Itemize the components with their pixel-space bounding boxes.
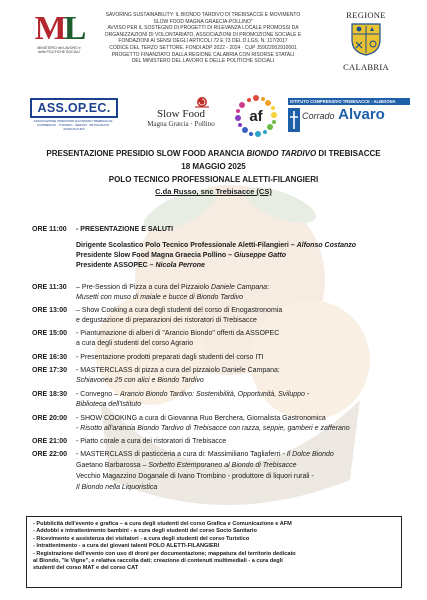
alvaro-school-label: ISTITUTO COMPRENSIVO TREBISACCE - ALBIDONA [288, 98, 410, 105]
event-title: PRESENTAZIONE PRESIDIO SLOW FOOD ARANCIA BIONDO TARDIVO DI TREBISACCE [46, 149, 381, 158]
program-desc: - PRESENTAZIONE E SALUTI [76, 226, 174, 233]
af-logo [234, 94, 278, 138]
credit-line: al Biondo, "le Vigne", e relativa raccolta dati; creazione di contenuti multimediali - a cura degli [33, 558, 283, 565]
disclaimer-line: DEL MINISTERO DEL LAVORO E DELLE POLITICHE SOCIALI [131, 58, 275, 65]
program-desc: - Convegno – Arancio Biondo Tardivo: Sostenibilità, Opportunità, Sviluppo - [76, 391, 310, 398]
alvaro-last-name: Alvaro [338, 106, 385, 123]
program-desc: - MASTERCLASS di pizza a cura del pizzaiolo Daniele Campana: [76, 367, 280, 374]
program-detail: Biblioteca dell'Istituto [76, 401, 142, 408]
program-detail: Schiavonea 25 con alici e Biondo Tardivo [76, 377, 204, 384]
partner-logos [0, 94, 427, 140]
program-desc: - MASTERCLASS di pasticceria a cura di: Massimiliano Tagliaferri - Il Dolce Biondo [76, 451, 334, 458]
program-detail: Il Biondo nella Liquoristica [76, 484, 158, 491]
credits-box [26, 516, 402, 588]
program-detail: Gaetano Barbarossa – Sorbetto Estemporaneo al Biondo di Trebisacce [76, 462, 297, 469]
school-emblem-icon [288, 108, 300, 132]
program-time: ORE 11:00 [32, 226, 67, 233]
program-time: ORE 16:30 [32, 354, 68, 361]
program-desc: - SHOW COOKING a cura di Giovanna Ruo Berchera, Giornalista Gastronomica [76, 415, 326, 422]
program-desc: – Show Cooking a cura degli studenti del corso di Enogastronomia [76, 307, 283, 314]
program-desc: - Piatto corale a cura dei ristoratori di Trebisacce [76, 438, 227, 445]
assopec-name: ASS.OP.EC. [30, 98, 118, 118]
program-desc: - Presentazione prodotti preparati dagli studenti del corso ITI [76, 354, 264, 361]
assopec-logo [30, 98, 118, 132]
program-detail: Vecchio Magazzino Doganale di Ivano Trombino - produttore di liquori rurali - [76, 473, 314, 480]
slowfood-name: Slow Food [157, 108, 205, 120]
program-detail: Musetti con muso di maiale e bucce di Biondo Tardivo [76, 294, 244, 301]
af-text: af [249, 108, 263, 125]
event-date: 18 MAGGIO 2025 [181, 162, 246, 171]
program-detail: e degustazione di preparazioni dei ristoratori di Trebisacce [76, 317, 257, 324]
credit-line: - Intrattenimento - a cura dei giovani talenti POLO ALETTI-FILANGIERI [33, 543, 220, 550]
event-titles [0, 148, 427, 198]
slowfood-logo [140, 96, 222, 129]
credit-line: - Pubblicità dell'evento e grafica – a cura degli studenti del corso Grafica e Comunicazione e AFM [33, 521, 292, 527]
credit-line: studenti del corso MAT e del corso CAT [33, 565, 139, 572]
disclaimer-line: PROGETTO FINANZIATO DALLA REGIONE CALABRIA CON RISORSE STATALI [111, 51, 295, 58]
disclaimer-line: FONDAZIONI AI SENSI DEGLI ARTICOLI 72 E 73 DEL D.LGS. N. 117/2017 [118, 38, 288, 45]
istituto-alvaro-logo [288, 98, 410, 136]
program-desc: – Pre-Session di Pizza a cura del Pizzaiolo Daniele Campana: [76, 284, 270, 291]
program-desc: - Piantumazione di alberi di "Arancio Biondo" offerti da ASSOPEC [76, 330, 280, 337]
program-time: ORE 11:30 [32, 284, 67, 291]
regione-calabria-logo [335, 10, 397, 72]
program-time: ORE 22:00 [32, 451, 68, 458]
program-time: ORE 20:00 [32, 415, 68, 422]
regione-name: CALABRIA [343, 62, 389, 72]
program-detail: - Risotto all'arancia Biondo Tardivo di Trebisacce con razza, seppie, gamberi e zafferano [76, 425, 350, 432]
regione-label: REGIONE [346, 10, 386, 20]
assopec-subtitle: ASSOCIAZIONE OPERATORI ECONOMICI TREBISACCE · COMMERCIO · TURISMO · SERVIZI · ARTIGIANATO · AGRICOLTURA [33, 119, 115, 131]
disclaimer-line: SAVORING SUSTAINABILITY: IL BIONDO TARDIVO DI TREBISACCE E MOVIMENTO [105, 12, 301, 18]
snail-icon [194, 96, 210, 108]
program-time: ORE 17:30 [32, 367, 68, 374]
disclaimer-line: SLOW FOOD MAGNA GRAECIA-POLLINO" [153, 18, 253, 25]
greeting-line: Presidente ASSOPEC – Nicola Perrone [76, 262, 205, 269]
disclaimer-line: ORGANIZZAZIONI DI VOLONTARIATO, ASSOCIAZIONI DI PROMOZIONE SOCIALE E [104, 31, 302, 38]
event-venue: POLO TECNICO PROFESSIONALE ALETTI-FILANGIERI [108, 175, 319, 184]
program-time: ORE 15:00 [32, 330, 68, 337]
program-time: ORE 13:00 [32, 307, 68, 314]
disclaimer-line: AVVISO PER IL SOSTEGNO DI PROGETTI DI RILEVANZA LOCALE PROMOSSI DA [107, 25, 299, 32]
disclaimer-line: CODICE DEL TERZO SETTORE. FONDI ADP 2022 - 2024 · CUP J59I22002910001 [109, 44, 297, 51]
program-time: ORE 18:30 [32, 391, 68, 398]
program-detail: a cura degli studenti del corso Agrario [76, 340, 194, 347]
credit-line: - Addobbi e intrattenimento bambini - a cura degli studenti del corso Socio Sanitario [33, 528, 257, 535]
project-disclaimer [90, 12, 316, 65]
header [8, 6, 419, 76]
slowfood-region: Magna Græcia · Pollino [147, 120, 215, 128]
event-address: C.da Russo, snc Trebisacce (CS) [155, 187, 272, 196]
greeting-line: Dirigente Scolastico Polo Tecnico Professionale Aletti-Filangieri – Alfonso Costanzo [76, 242, 357, 249]
alvaro-first-name: Corrado [302, 111, 335, 121]
ministero-caption: MINISTERO del LAVORO e delle POLITICHE SOCIALI [37, 46, 81, 54]
credit-line: - Ricevimento e assistenza dei visitatori - a cura degli studenti del corso Turistico [33, 535, 250, 542]
greeting-line: Presidente Slow Food Magna Graecia Pollino – Giuseppe Gatto [76, 252, 287, 259]
ministero-logo: ML MINISTERO del LAVORO e delle POLITICHE SOCIALI [34, 10, 84, 54]
credit-line: - Registrazione dell'evento con uso di droni per documentazione; mappatura del territorio dedicato [33, 550, 296, 557]
program-time: ORE 21:00 [32, 438, 68, 445]
regione-shield-icon [350, 22, 382, 56]
